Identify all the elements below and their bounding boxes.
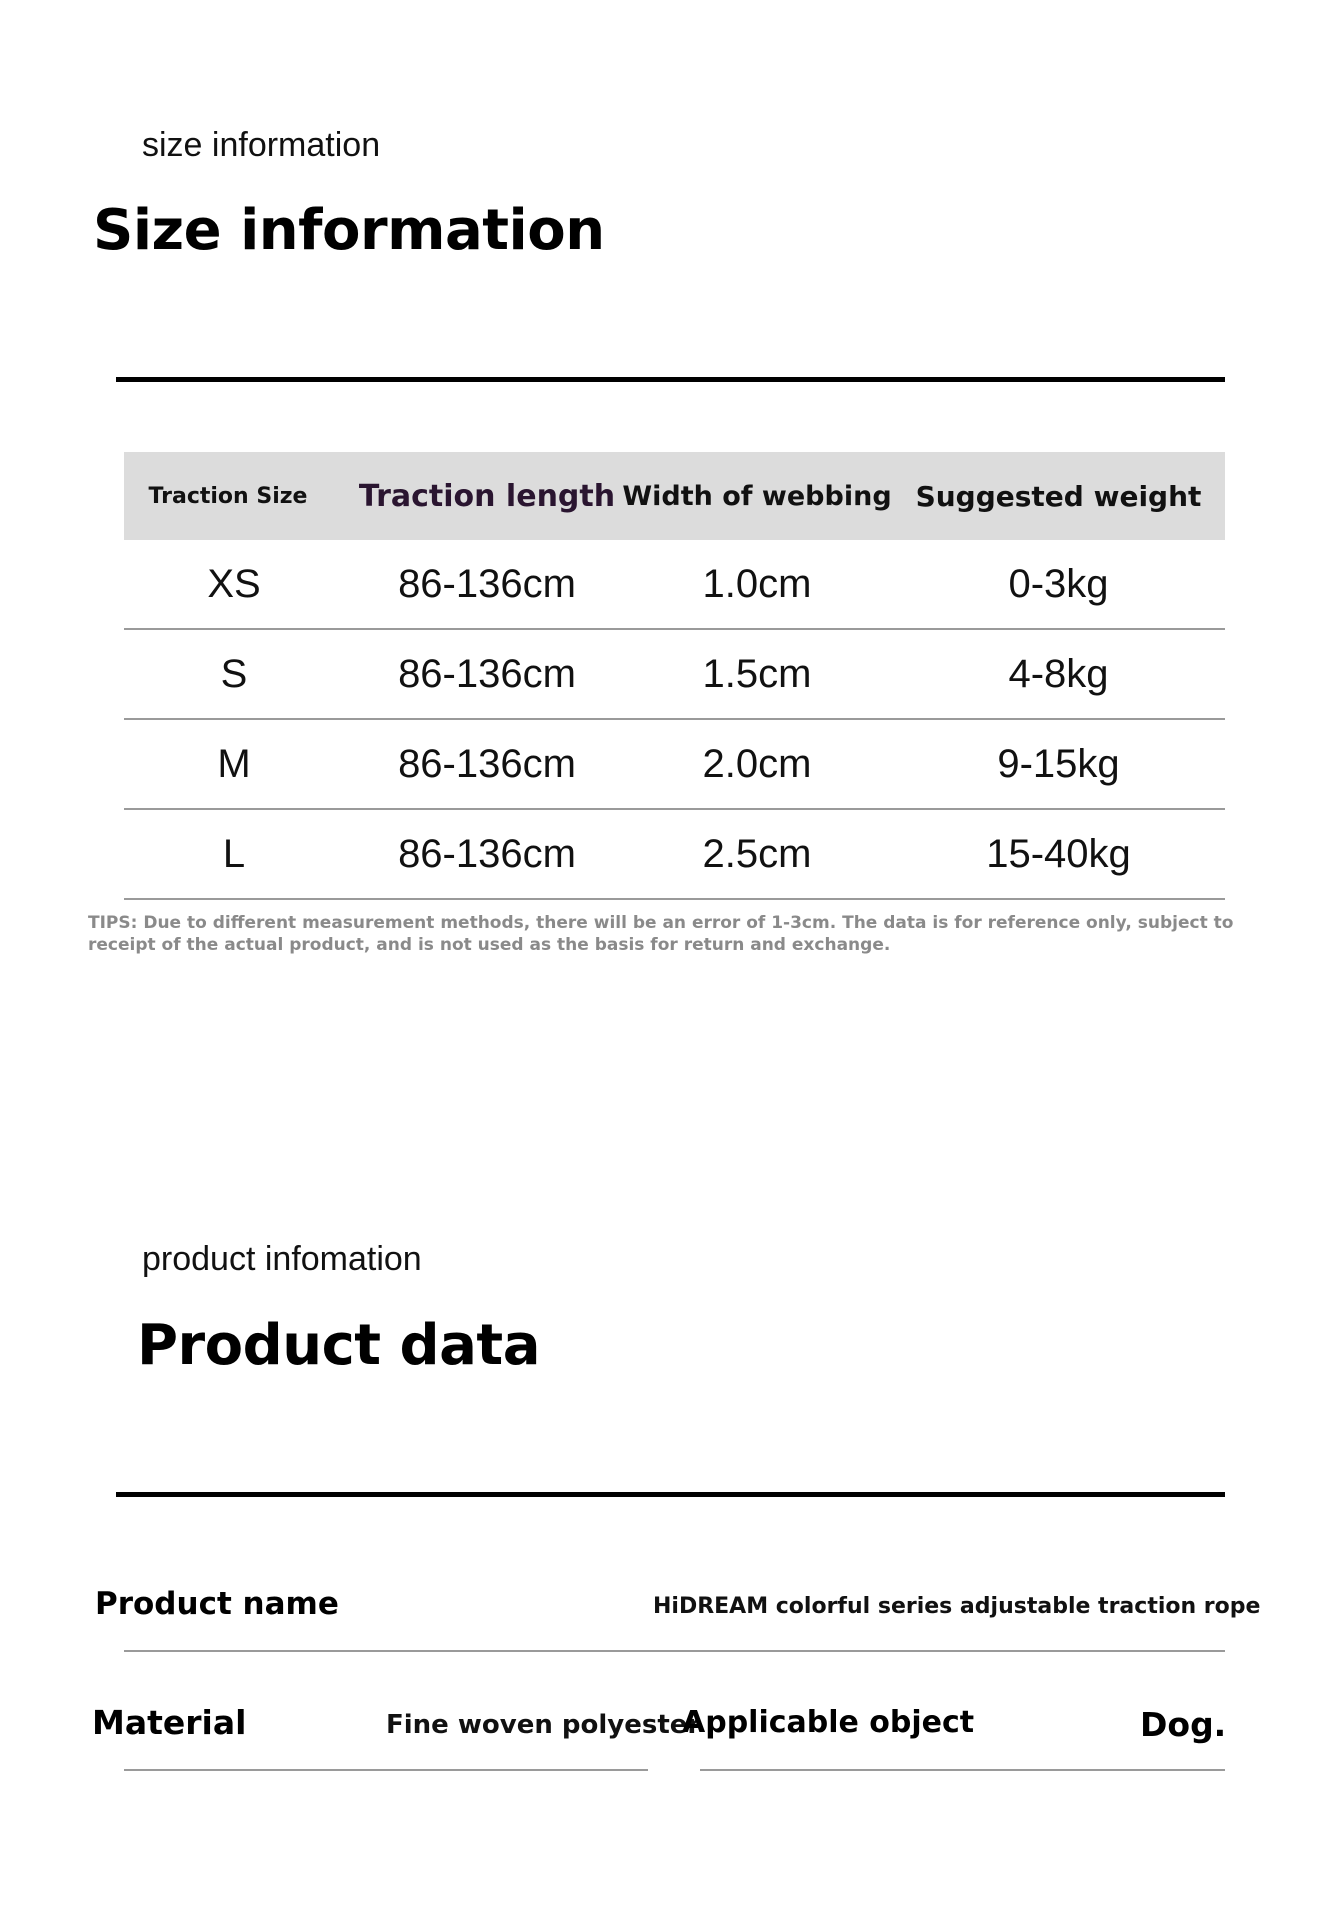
size-subtitle: size information [142, 126, 381, 164]
cell-weight: 4-8kg [1008, 651, 1109, 696]
material-divider [124, 1769, 648, 1771]
size-heading: Size information [93, 198, 605, 263]
header-traction-size: Traction Size [148, 483, 308, 509]
product-subtitle: product infomation [142, 1240, 422, 1278]
table-row [124, 630, 1225, 720]
cell-width: 2.5cm [702, 831, 812, 876]
cell-width: 2.0cm [702, 741, 812, 786]
cell-length: 86-136cm [398, 831, 576, 876]
cell-size: L [222, 831, 246, 876]
tips-note: TIPS: Due to different measurement methods, there will be an error of 1-3cm. The data is for reference only, subject to receipt of the actual product, and is not used as the basis for return and exchange. [88, 913, 1234, 955]
product-name-value: HiDREAM colorful series adjustable traction rope [653, 1594, 1261, 1619]
cell-length: 86-136cm [398, 741, 576, 786]
cell-size: M [217, 741, 251, 786]
applicable-object-divider [700, 1769, 1225, 1771]
material-value: Fine woven polyester [386, 1710, 701, 1740]
cell-width: 1.0cm [702, 561, 812, 606]
cell-length: 86-136cm [398, 651, 576, 696]
cell-length: 86-136cm [398, 561, 576, 606]
cell-weight: 15-40kg [986, 831, 1131, 876]
product-heading: Product data [137, 1313, 540, 1378]
table-row [124, 720, 1225, 810]
cell-weight: 0-3kg [1008, 561, 1109, 606]
cell-size: XS [207, 561, 261, 606]
size-divider [116, 377, 1225, 382]
table-row [124, 810, 1225, 900]
size-table [124, 452, 1225, 900]
header-traction-length: Traction length [358, 478, 616, 514]
cell-width: 1.5cm [702, 651, 812, 696]
applicable-object-label: Applicable object [682, 1705, 975, 1740]
header-webbing-width: Width of webbing [622, 480, 892, 512]
table-row [124, 540, 1225, 630]
cell-weight: 9-15kg [997, 741, 1120, 786]
product-name-divider [124, 1650, 1225, 1652]
header-suggested-weight: Suggested weight [915, 479, 1202, 513]
product-name-label: Product name [95, 1586, 339, 1622]
material-label: Material [92, 1703, 247, 1742]
size-table-header [124, 452, 1225, 540]
product-divider [116, 1492, 1225, 1497]
applicable-object-value: Dog. [1140, 1705, 1227, 1744]
cell-size: S [220, 651, 248, 696]
